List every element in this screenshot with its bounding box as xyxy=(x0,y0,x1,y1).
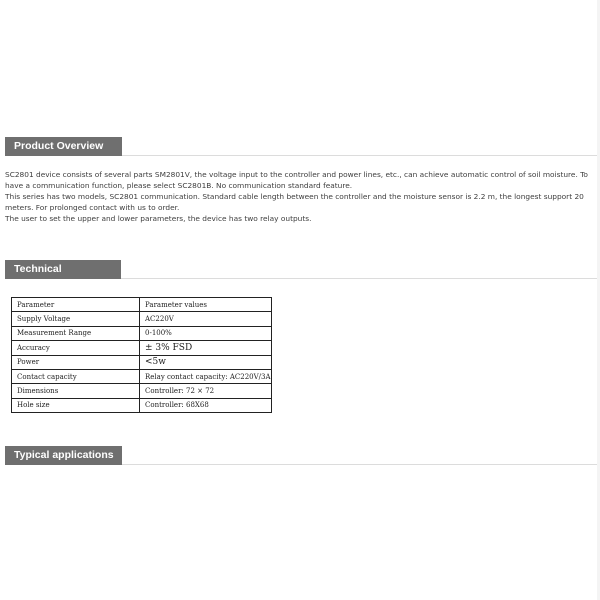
table-row xyxy=(12,398,272,412)
technical-parameters-table xyxy=(11,297,272,413)
parameter-cell: Power xyxy=(12,355,140,369)
value-cell: <5w xyxy=(140,355,272,369)
value-cell: AC220V xyxy=(140,312,272,326)
overview-paragraph: SC2801 device consists of several parts SM2801V, the voltage input to the controller and power lines, etc., can achieve automatic control of soil moisture. To have a communication function, please select SC2801B. No communication standard feature. xyxy=(5,170,588,191)
value-cell: ± 3% FSD xyxy=(140,341,272,355)
table-row xyxy=(12,326,272,340)
parameter-cell: Accuracy xyxy=(12,341,140,355)
section-header-technical-parameters: Technical Parameters xyxy=(5,260,121,279)
table-header-row xyxy=(12,298,272,312)
parameter-cell: Supply Voltage xyxy=(12,312,140,326)
parameter-cell: Dimensions xyxy=(12,384,140,398)
table-row xyxy=(12,355,272,369)
value-cell: Controller: 68X68 xyxy=(140,398,272,412)
column-header: Parameter xyxy=(12,298,140,312)
value-cell: Controller: 72 × 72 xyxy=(140,384,272,398)
column-header: Parameter values xyxy=(140,298,272,312)
parameter-cell: Measurement Range xyxy=(12,326,140,340)
value-cell: Relay contact capacity: AC220V/3A xyxy=(140,369,272,383)
table-row xyxy=(12,341,272,355)
overview-paragraph: This series has two models, SC2801 communication. Standard cable length between the controller and the moisture sensor is 2.2 m, the longest support 20 meters. For prolonged contact with us to order. xyxy=(5,192,584,213)
parameter-cell: Contact capacity xyxy=(12,369,140,383)
table-row xyxy=(12,369,272,383)
overview-paragraph: The user to set the upper and lower parameters, the device has two relay outputs. xyxy=(5,214,312,224)
value-cell: 0-100% xyxy=(140,326,272,340)
table-row xyxy=(12,312,272,326)
product-overview-text xyxy=(5,169,595,224)
table-row xyxy=(12,384,272,398)
parameter-cell: Hole size xyxy=(12,398,140,412)
section-header-product-overview: Product Overview xyxy=(5,137,122,156)
section-header-typical-applications: Typical applications xyxy=(5,446,122,465)
